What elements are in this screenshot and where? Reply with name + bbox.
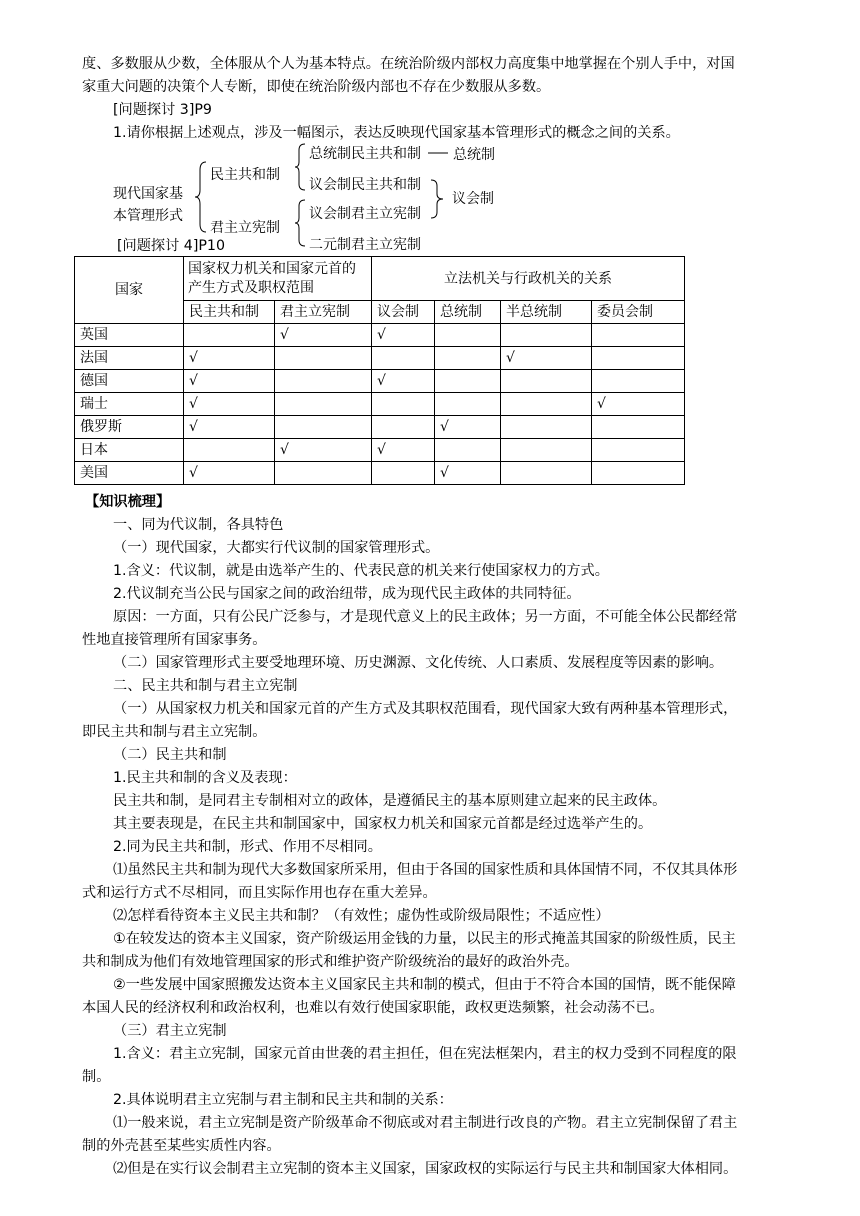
check-cell: √ [184, 416, 275, 439]
dash-presidential [428, 145, 452, 159]
subheader-semi-presidential: 半总统制 [501, 301, 592, 324]
check-cell [435, 370, 501, 393]
check-cell [275, 462, 372, 485]
section-heading: 一、同为代议制，各具特色 [113, 517, 284, 533]
paragraph-line: 2.同为民主共和制，形式、作用不尽相同。 [113, 839, 382, 855]
paragraph-line: 性地直接管理所有国家事务。 [82, 632, 267, 648]
check-cell [592, 370, 685, 393]
check-cell: √ [372, 324, 435, 347]
paragraph-line: 即民主共和制与君主立宪制。 [82, 724, 267, 740]
diagram-group-parliamentary: 议会制 [452, 191, 494, 207]
check-cell [275, 416, 372, 439]
check-cell [501, 416, 592, 439]
brace-monarchy [294, 198, 308, 248]
paragraph-line: ⑴虽然民主共和制为现代大多数国家所采用，但由于各国的国家性质和具体国情不同，不仅其具体形 [113, 862, 738, 878]
paragraph-line: 度、多数服从少数，全体服从个人为基本特点。在统治阶级内部权力高度集中地掌握在个别人手中，对国 [82, 56, 735, 72]
subheader-presidential: 总统制 [435, 301, 501, 324]
paragraph-line: 1.含义：君主立宪制，国家元首由世袭的君主担任，但在宪法框架内，君主的权力受到不同程度的限 [113, 1046, 737, 1062]
subsection-heading: （三）君主立宪制 [113, 1023, 227, 1039]
brace-republic [294, 142, 308, 192]
paragraph-line: 2.具体说明君主立宪制与君主制和民主共和制的关系： [113, 1092, 453, 1108]
subheader-democratic-republic: 民主共和制 [184, 301, 275, 324]
brace-parliamentary [430, 176, 446, 222]
paragraph-line: 共和制成为他们有效地管理国家的形式和维护资产阶级统治的最好的政治外壳。 [82, 954, 579, 970]
inquiry4-heading: [问题探讨 4]P10 [117, 238, 225, 254]
check-cell [275, 347, 372, 370]
table-row [75, 324, 685, 347]
table-row [75, 393, 685, 416]
check-cell [501, 370, 592, 393]
check-cell [435, 347, 501, 370]
check-cell [501, 324, 592, 347]
paragraph-line: 其主要表现是，在民主共和制国家中，国家权力机关和国家元首都是经过选举产生的。 [113, 816, 653, 832]
paragraph-line: 原因：一方面，只有公民广泛参与，才是现代意义上的民主政体；另一方面，不可能全体公民都经常 [113, 609, 738, 625]
diagram-root-line1: 现代国家基 [113, 186, 183, 202]
section-heading: 二、民主共和制与君主立宪制 [113, 678, 298, 694]
brace-root [194, 160, 210, 234]
header-group-power-organs: 国家权力机关和国家元首的产生方式及职权范围 [184, 257, 372, 301]
check-cell [184, 439, 275, 462]
subheader-constitutional-monarchy: 君主立宪制 [275, 301, 372, 324]
check-cell [592, 462, 685, 485]
check-cell [592, 439, 685, 462]
paragraph-line: 本国人民的经济权利和政治权利，也难以有效行使国家职能，政权更迭频繁，社会动荡不已。 [82, 1000, 664, 1016]
check-cell: √ [184, 370, 275, 393]
header-group-legislative-executive: 立法机关与行政机关的关系 [372, 257, 685, 301]
subheader-parliamentary: 议会制 [372, 301, 435, 324]
check-cell: √ [372, 439, 435, 462]
paragraph-line: 1.民主共和制的含义及表现： [113, 770, 297, 786]
table-row [75, 347, 685, 370]
check-cell [592, 324, 685, 347]
country-cell: 法国 [75, 347, 184, 370]
diagram-branch-monarchy: 君主立宪制 [210, 220, 280, 236]
paragraph-line: 民主共和制，是同君主专制相对立的政体，是遵循民主的基本原则建立起来的民主政体。 [113, 793, 667, 809]
country-cell: 俄罗斯 [75, 416, 184, 439]
check-cell [372, 416, 435, 439]
diagram-group-presidential: 总统制 [453, 147, 495, 163]
paragraph-line: 家重大问题的决策个人专断，即使在统治阶级内部也不存在少数服从多数。 [82, 79, 551, 95]
inquiry3-heading: [问题探讨 3]P9 [113, 102, 212, 118]
check-cell: √ [501, 347, 592, 370]
paragraph-line: （二）国家管理形式主要受地理环境、历史渊源、文化传统、人口素质、发展程度等因素的影响。 [113, 655, 724, 671]
diagram-leaf-parliamentary-monarchy: 议会制君主立宪制 [309, 206, 421, 222]
check-cell [372, 393, 435, 416]
check-cell: √ [275, 324, 372, 347]
check-cell: √ [372, 370, 435, 393]
check-cell [372, 462, 435, 485]
diagram-branch-republic: 民主共和制 [210, 167, 280, 183]
country-comparison-table [74, 256, 685, 485]
check-cell [435, 393, 501, 416]
paragraph-line: ①在较发达的资本主义国家，资产阶级运用金钱的力量，以民主的形式掩盖其国家的阶级性质，民主 [113, 931, 736, 947]
paragraph-line: 制的外壳甚至某些实质性内容。 [82, 1138, 281, 1154]
check-cell [592, 347, 685, 370]
check-cell [275, 393, 372, 416]
paragraph-line: （一）现代国家，大都实行代议制的国家管理形式。 [113, 540, 440, 556]
paragraph-line: ⑴一般来说，君主立宪制是资产阶级革命不彻底或对君主制进行改良的产物。君主立宪制保留了君主 [113, 1115, 738, 1131]
country-cell: 日本 [75, 439, 184, 462]
subsection-heading: （二）民主共和制 [113, 747, 227, 763]
table-row [75, 416, 685, 439]
check-cell: √ [435, 416, 501, 439]
check-cell: √ [184, 462, 275, 485]
paragraph-line: 式和运行方式不尽相同，而且实际作用也存在重大差异。 [82, 885, 437, 901]
check-cell: √ [184, 393, 275, 416]
paragraph-line: ⑵怎样看待资本主义民主共和制？（有效性；虚伪性或阶级局限性；不适应性） [113, 908, 610, 924]
paragraph-line: 1.含义：代议制，就是由选举产生的、代表民意的机关来行使国家权力的方式。 [113, 563, 609, 579]
check-cell: √ [184, 347, 275, 370]
diagram-root-line2: 本管理形式 [113, 208, 183, 224]
diagram-leaf-parliamentary-republic: 议会制民主共和制 [309, 177, 421, 193]
check-cell: √ [592, 393, 685, 416]
diagram-leaf-dualist-monarchy: 二元制君主立宪制 [309, 237, 421, 253]
check-cell [435, 324, 501, 347]
section-heading-knowledge: 【知识梳理】 [85, 494, 171, 510]
country-cell: 英国 [75, 324, 184, 347]
header-country: 国家 [75, 257, 184, 324]
check-cell: √ [275, 439, 372, 462]
check-cell: √ [435, 462, 501, 485]
check-cell [592, 416, 685, 439]
table-row [75, 370, 685, 393]
check-cell [275, 370, 372, 393]
table-row [75, 462, 685, 485]
country-cell: 美国 [75, 462, 184, 485]
country-cell: 瑞士 [75, 393, 184, 416]
country-cell: 德国 [75, 370, 184, 393]
check-cell [184, 324, 275, 347]
check-cell [501, 393, 592, 416]
paragraph-line: ⑵但是在实行议会制君主立宪制的资本主义国家，国家政权的实际运行与民主共和制国家大体相同。 [113, 1161, 738, 1177]
check-cell [372, 347, 435, 370]
paragraph-line: ②一些发展中国家照搬发达资本主义国家民主共和制的模式，但由于不符合本国的国情，既不能保障 [113, 977, 736, 993]
check-cell [501, 439, 592, 462]
subheader-council: 委员会制 [592, 301, 685, 324]
paragraph-line: 制。 [82, 1069, 111, 1085]
paragraph-line: （一）从国家权力机关和国家元首的产生方式及其职权范围看，现代国家大致有两种基本管理形式， [113, 701, 738, 717]
diagram-leaf-presidential-republic: 总统制民主共和制 [309, 146, 421, 162]
table-row [75, 439, 685, 462]
paragraph-line: 2.代议制充当公民与国家之间的政治纽带，成为现代民主政体的共同特征。 [113, 586, 581, 602]
check-cell [435, 439, 501, 462]
inquiry3-question: 1.请你根据上述观点，涉及一幅图示，表达反映现代国家基本管理形式的概念之间的关系。 [113, 125, 680, 141]
check-cell [501, 462, 592, 485]
